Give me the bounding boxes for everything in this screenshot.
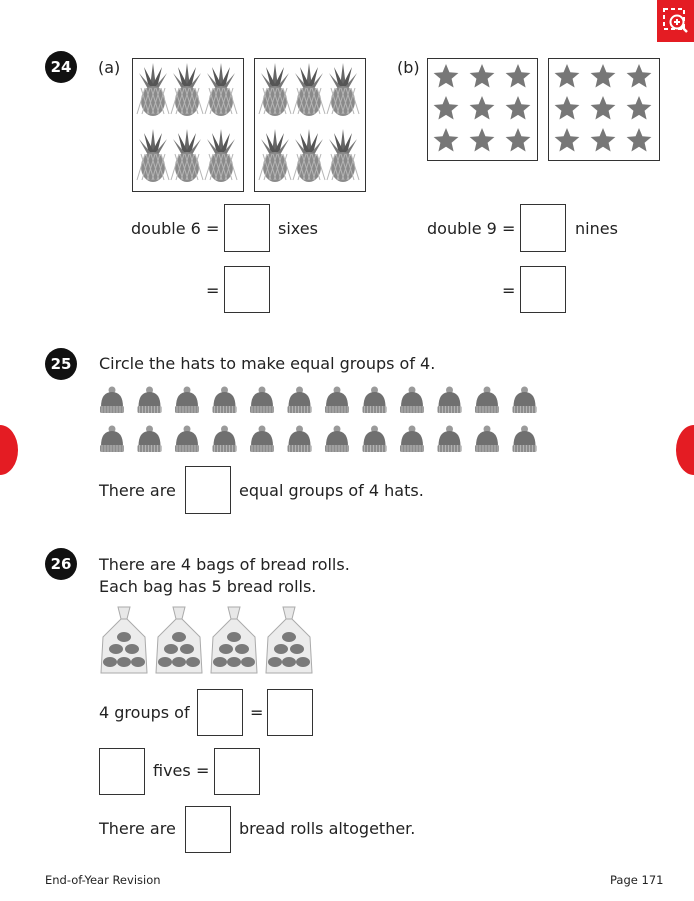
part-a-label: (a)	[98, 58, 121, 77]
zoom-in-icon	[657, 0, 694, 42]
equals-sign: =	[196, 761, 210, 780]
pineapple-group-1	[132, 58, 244, 192]
right-page-tab[interactable]	[676, 425, 694, 475]
hat-icon	[138, 426, 162, 453]
double-9-label: double 9	[427, 219, 497, 238]
star-icon	[470, 64, 495, 88]
hat-icon	[363, 387, 387, 414]
hat-icon	[513, 426, 537, 453]
pineapple-icon	[259, 129, 291, 182]
hat-icon	[475, 426, 499, 453]
star-icon	[627, 64, 652, 88]
answer-box-24b-1[interactable]	[520, 204, 566, 252]
answer-box-26-1[interactable]	[197, 689, 243, 736]
star-icon	[627, 96, 652, 120]
star-icon	[591, 96, 616, 120]
pineapple-icon	[137, 63, 169, 116]
hat-icon	[288, 387, 312, 414]
answer-box-24a-2[interactable]	[224, 266, 270, 313]
answer-box-26-4[interactable]	[214, 748, 260, 795]
star-icon	[434, 96, 459, 120]
hat-icon	[325, 387, 349, 414]
q25-instruction: Circle the hats to make equal groups of 4.	[99, 354, 436, 373]
q25-answer-left: There are	[99, 481, 176, 500]
answer-box-26-2[interactable]	[267, 689, 313, 736]
question-number-25: 25	[45, 348, 77, 380]
q26-row3-left: There are	[99, 819, 176, 838]
hat-icon	[213, 387, 237, 414]
hats-picture[interactable]	[96, 382, 546, 457]
star-icon	[506, 96, 531, 120]
bread-bag-icon	[156, 607, 202, 673]
page-number: Page 171	[610, 873, 664, 887]
equals-sign: =	[250, 703, 264, 722]
star-icon	[591, 128, 616, 152]
hat-icon	[475, 387, 499, 414]
q26-line-2: Each bag has 5 bread rolls.	[99, 577, 317, 596]
pineapple-icon	[327, 129, 359, 182]
pineapple-icon	[293, 63, 325, 116]
star-icon	[591, 64, 616, 88]
star-icon	[470, 128, 495, 152]
zoom-button[interactable]	[657, 0, 694, 42]
hat-icon	[175, 426, 199, 453]
star-icon	[555, 96, 580, 120]
pineapple-icon	[171, 63, 203, 116]
star-icon	[470, 96, 495, 120]
hat-icon	[400, 426, 424, 453]
hat-icon	[100, 387, 124, 414]
hat-icon	[513, 387, 537, 414]
answer-box-24b-2[interactable]	[520, 266, 566, 313]
hat-icon	[213, 426, 237, 453]
q26-row3-right: bread rolls altogether.	[239, 819, 416, 838]
pineapple-icon	[171, 129, 203, 182]
question-number-26: 26	[45, 548, 77, 580]
nines-label: nines	[575, 219, 618, 238]
bread-bag-icon	[101, 607, 147, 673]
hat-icon	[438, 426, 462, 453]
part-b-label: (b)	[397, 58, 420, 77]
equals-sign: =	[502, 281, 516, 300]
hat-icon	[288, 426, 312, 453]
bread-bag-icon	[211, 607, 257, 673]
q25-answer-right: equal groups of 4 hats.	[239, 481, 424, 500]
hat-icon	[363, 426, 387, 453]
pineapple-icon	[293, 129, 325, 182]
star-icon	[434, 128, 459, 152]
answer-box-25[interactable]	[185, 466, 231, 514]
bread-bags-picture	[98, 605, 318, 680]
left-page-tab[interactable]	[0, 425, 18, 475]
q26-line-1: There are 4 bags of bread rolls.	[99, 555, 350, 574]
q26-row1-label: 4 groups of	[99, 703, 190, 722]
star-icon	[434, 64, 459, 88]
hat-icon	[138, 387, 162, 414]
star-icon	[506, 64, 531, 88]
pineapple-icon	[259, 63, 291, 116]
equals-sign: =	[206, 219, 220, 238]
answer-box-26-3[interactable]	[99, 748, 145, 795]
equals-sign: =	[206, 281, 220, 300]
hat-icon	[325, 426, 349, 453]
pineapple-group-2	[254, 58, 366, 192]
question-number-24: 24	[45, 51, 77, 83]
hat-icon	[438, 387, 462, 414]
star-group-1	[427, 58, 538, 161]
pineapple-icon	[205, 63, 237, 116]
sixes-label: sixes	[278, 219, 318, 238]
pineapple-icon	[205, 129, 237, 182]
star-group-2	[548, 58, 660, 161]
equals-sign: =	[502, 219, 516, 238]
hat-icon	[250, 387, 274, 414]
answer-box-26-5[interactable]	[185, 806, 231, 853]
star-icon	[627, 128, 652, 152]
hat-icon	[100, 426, 124, 453]
bread-bag-icon	[266, 607, 312, 673]
star-icon	[555, 128, 580, 152]
hat-icon	[250, 426, 274, 453]
double-6-label: double 6	[131, 219, 201, 238]
star-icon	[506, 128, 531, 152]
answer-box-24a-1[interactable]	[224, 204, 270, 252]
pineapple-icon	[327, 63, 359, 116]
hat-icon	[400, 387, 424, 414]
star-icon	[555, 64, 580, 88]
footer-title: End-of-Year Revision	[45, 873, 161, 887]
pineapple-icon	[137, 129, 169, 182]
fives-label: fives	[153, 761, 191, 780]
hat-icon	[175, 387, 199, 414]
